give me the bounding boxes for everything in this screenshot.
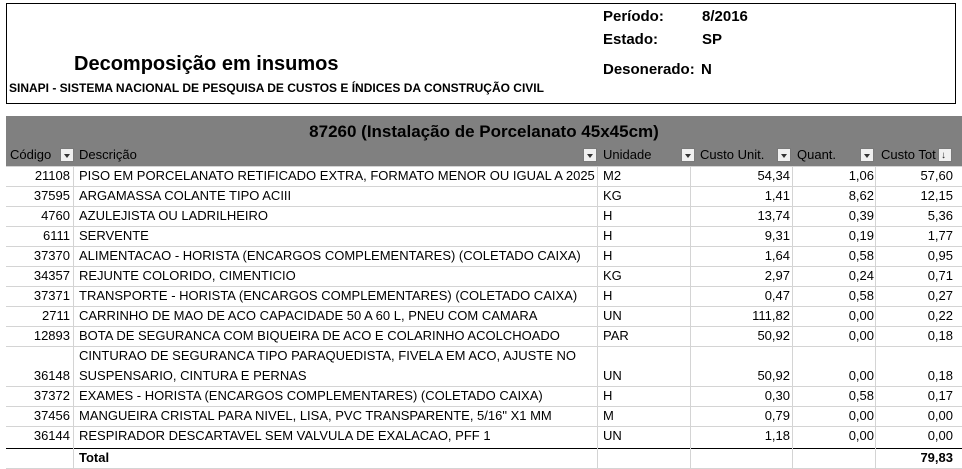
row-divider bbox=[6, 206, 962, 207]
table-row[interactable] bbox=[6, 168, 962, 188]
cell-quant: 0,19 bbox=[848, 228, 874, 243]
row-divider bbox=[6, 448, 962, 449]
cell-custo-tot: 12,15 bbox=[920, 188, 953, 203]
cell-custo-tot: 1,77 bbox=[927, 228, 953, 243]
table-row[interactable] bbox=[6, 288, 962, 308]
row-divider bbox=[6, 226, 962, 227]
sort-descending-icon[interactable] bbox=[938, 148, 952, 162]
cell-quant: 8,62 bbox=[848, 188, 874, 203]
cell-custo-unit: 0,47 bbox=[764, 288, 790, 303]
row-divider bbox=[6, 186, 962, 187]
cell-custo-tot: 0,18 bbox=[927, 328, 953, 343]
column-divider bbox=[73, 166, 74, 469]
table-row[interactable] bbox=[6, 248, 962, 268]
periodo-label: Período: bbox=[603, 8, 664, 25]
cell-unidade: H bbox=[603, 388, 613, 403]
col-header-custo-unit: Custo Unit. bbox=[700, 147, 765, 162]
cell-descricao: RESPIRADOR DESCARTAVEL SEM VALVULA DE EXALACAO, PFF 1 bbox=[79, 428, 491, 443]
cell-custo-tot: 0,17 bbox=[927, 388, 953, 403]
cell-quant: 1,06 bbox=[848, 168, 874, 183]
table-row[interactable] bbox=[6, 408, 962, 428]
cell-codigo: 37595 bbox=[33, 188, 70, 203]
column-divider bbox=[792, 166, 793, 469]
filter-dropdown-quant-icon[interactable] bbox=[860, 148, 874, 162]
cell-quant: 0,58 bbox=[848, 388, 874, 403]
row-divider bbox=[6, 286, 962, 287]
cell-quant: 0,00 bbox=[848, 408, 874, 423]
cell-custo-unit: 2,97 bbox=[764, 268, 790, 283]
row-divider bbox=[6, 346, 962, 347]
cell-descricao: PISO EM PORCELANATO RETIFICADO EXTRA, FORMATO MENOR OU IGUAL A 2025 bbox=[79, 168, 595, 183]
cell-quant: 0,58 bbox=[848, 248, 874, 263]
cell-custo-tot: 57,60 bbox=[920, 168, 953, 183]
table-row[interactable] bbox=[6, 188, 962, 208]
table-row[interactable] bbox=[6, 328, 962, 348]
cell-custo-tot: 5,36 bbox=[927, 208, 953, 223]
table-row[interactable] bbox=[6, 208, 962, 228]
cell-codigo: 34357 bbox=[33, 268, 70, 283]
desonerado-value: N bbox=[701, 61, 712, 78]
table-row[interactable] bbox=[6, 388, 962, 408]
cell-descricao: EXAMES - HORISTA (ENCARGOS COMPLEMENTARES) (COLETADO CAIXA) bbox=[79, 388, 543, 403]
column-divider bbox=[597, 166, 598, 469]
cell-codigo: 6111 bbox=[43, 228, 70, 243]
cell-unidade: H bbox=[603, 248, 613, 263]
cell-descricao: BOTA DE SEGURANCA COM BIQUEIRA DE ACO E COLARINHO ACOLCHOADO bbox=[79, 328, 560, 343]
total-row bbox=[6, 450, 962, 468]
cell-unidade: M2 bbox=[603, 168, 622, 183]
cell-unidade: KG bbox=[603, 268, 622, 283]
cell-quant: 0,00 bbox=[848, 368, 874, 383]
cell-custo-unit: 1,18 bbox=[764, 428, 790, 443]
cell-quant: 0,00 bbox=[848, 308, 874, 323]
cell-codigo: 12893 bbox=[33, 328, 70, 343]
cell-codigo: 37372 bbox=[33, 388, 70, 403]
cell-unidade: M bbox=[603, 408, 614, 423]
cell-descricao: SERVENTE bbox=[79, 228, 149, 243]
row-divider bbox=[6, 326, 962, 327]
cell-unidade: H bbox=[603, 228, 613, 243]
cell-custo-unit: 13,74 bbox=[757, 208, 790, 223]
cell-unidade: H bbox=[603, 208, 613, 223]
cell-descricao-line2: SUSPENSARIO, CINTURA E PERNAS bbox=[79, 368, 307, 383]
filter-dropdown-descricao-icon[interactable] bbox=[583, 148, 597, 162]
cell-custo-unit: 50,92 bbox=[757, 328, 790, 343]
row-divider bbox=[6, 406, 962, 407]
cell-unidade: PAR bbox=[603, 328, 629, 343]
col-header-codigo: Código bbox=[10, 147, 52, 162]
cell-codigo: 37370 bbox=[33, 248, 70, 263]
estado-label: Estado: bbox=[603, 31, 659, 48]
cell-custo-tot: 0,00 bbox=[927, 408, 953, 423]
cell-custo-unit: 50,92 bbox=[757, 368, 790, 383]
cell-custo-unit: 54,34 bbox=[757, 168, 790, 183]
cell-quant: 0,00 bbox=[848, 428, 874, 443]
table-row[interactable] bbox=[6, 348, 962, 388]
cell-unidade: UN bbox=[603, 308, 622, 323]
cell-quant: 0,00 bbox=[848, 328, 874, 343]
cell-custo-tot: 0,22 bbox=[927, 308, 953, 323]
row-divider bbox=[6, 426, 962, 427]
periodo-value: 8/2016 bbox=[702, 8, 748, 25]
cell-codigo: 37456 bbox=[33, 408, 70, 423]
filter-dropdown-codigo-icon[interactable] bbox=[60, 148, 74, 162]
table-row[interactable] bbox=[6, 308, 962, 328]
cell-custo-tot: 0,00 bbox=[927, 428, 953, 443]
cell-unidade: H bbox=[603, 288, 613, 303]
cell-unidade: UN bbox=[603, 368, 622, 383]
column-divider bbox=[690, 166, 691, 469]
cell-custo-unit: 0,79 bbox=[764, 408, 790, 423]
cell-descricao: ARGAMASSA COLANTE TIPO ACIII bbox=[79, 188, 292, 203]
cell-custo-unit: 111,82 bbox=[752, 308, 790, 323]
cell-unidade: KG bbox=[603, 188, 622, 203]
cell-unidade: UN bbox=[603, 428, 622, 443]
cell-custo-unit: 1,64 bbox=[764, 248, 790, 263]
estado-value: SP bbox=[702, 31, 723, 48]
cell-descricao: MANGUEIRA CRISTAL PARA NIVEL, LISA, PVC TRANSPARENTE, 5/16" X1 MM bbox=[79, 408, 552, 423]
cell-codigo: 4760 bbox=[41, 208, 70, 223]
page-title: Decomposição em insumos bbox=[74, 53, 339, 75]
cell-codigo: 36148 bbox=[33, 368, 70, 383]
col-header-descricao: Descrição bbox=[79, 147, 137, 162]
cell-codigo: 36144 bbox=[33, 428, 70, 443]
row-divider bbox=[6, 266, 962, 267]
cell-codigo: 21108 bbox=[34, 168, 70, 183]
cell-descricao: TRANSPORTE - HORISTA (ENCARGOS COMPLEMENTARES) (COLETADO CAIXA) bbox=[79, 288, 578, 303]
composition-title: 87260 (Instalação de Porcelanato 45x45cm) bbox=[309, 122, 659, 141]
cell-descricao: CARRINHO DE MAO DE ACO CAPACIDADE 50 A 60 L, PNEU COM CAMARA bbox=[79, 308, 538, 323]
cell-custo-tot: 0,95 bbox=[927, 248, 953, 263]
desonerado-label: Desonerado: bbox=[603, 61, 695, 78]
cell-quant: 0,24 bbox=[848, 268, 874, 283]
column-divider bbox=[875, 166, 876, 469]
cell-descricao: REJUNTE COLORIDO, CIMENTICIO bbox=[79, 268, 296, 283]
cell-custo-unit: 9,31 bbox=[764, 228, 790, 243]
total-label: Total bbox=[79, 450, 110, 465]
cell-custo-tot: 0,27 bbox=[927, 288, 953, 303]
table-row[interactable] bbox=[6, 268, 962, 288]
table-row[interactable] bbox=[6, 428, 962, 448]
cell-codigo: 2711 bbox=[42, 308, 70, 323]
cell-codigo: 37371 bbox=[33, 288, 70, 303]
col-header-quant: Quant. bbox=[797, 147, 837, 162]
cell-custo-tot: 0,71 bbox=[927, 268, 953, 283]
row-divider bbox=[6, 386, 962, 387]
cell-descricao-line1: CINTURAO DE SEGURANCA TIPO PARAQUEDISTA, FIVELA EM ACO, AJUSTE NO bbox=[79, 348, 576, 363]
row-divider bbox=[6, 306, 962, 307]
total-value: 79,83 bbox=[920, 450, 953, 465]
cell-custo-unit: 1,41 bbox=[764, 188, 790, 203]
cell-custo-tot: 0,18 bbox=[927, 368, 953, 383]
cell-custo-unit: 0,30 bbox=[764, 388, 790, 403]
table-row[interactable] bbox=[6, 228, 962, 248]
page-subtitle: SINAPI - SISTEMA NACIONAL DE PESQUISA DE CUSTOS E ÍNDICES DA CONSTRUÇÃO CIVIL bbox=[9, 81, 544, 95]
col-header-unidade: Unidade bbox=[603, 147, 652, 162]
cell-quant: 0,39 bbox=[848, 208, 874, 223]
filter-dropdown-unidade-icon[interactable] bbox=[681, 148, 695, 162]
col-header-custo-tot: Custo Tot bbox=[881, 147, 936, 162]
filter-dropdown-custo-unit-icon[interactable] bbox=[777, 148, 791, 162]
cell-quant: 0,58 bbox=[848, 288, 874, 303]
row-divider bbox=[6, 246, 962, 247]
cell-descricao: AZULEJISTA OU LADRILHEIRO bbox=[79, 208, 269, 223]
cell-descricao: ALIMENTACAO - HORISTA (ENCARGOS COMPLEMENTARES) (COLETADO CAIXA) bbox=[79, 248, 581, 263]
row-divider bbox=[6, 166, 962, 167]
